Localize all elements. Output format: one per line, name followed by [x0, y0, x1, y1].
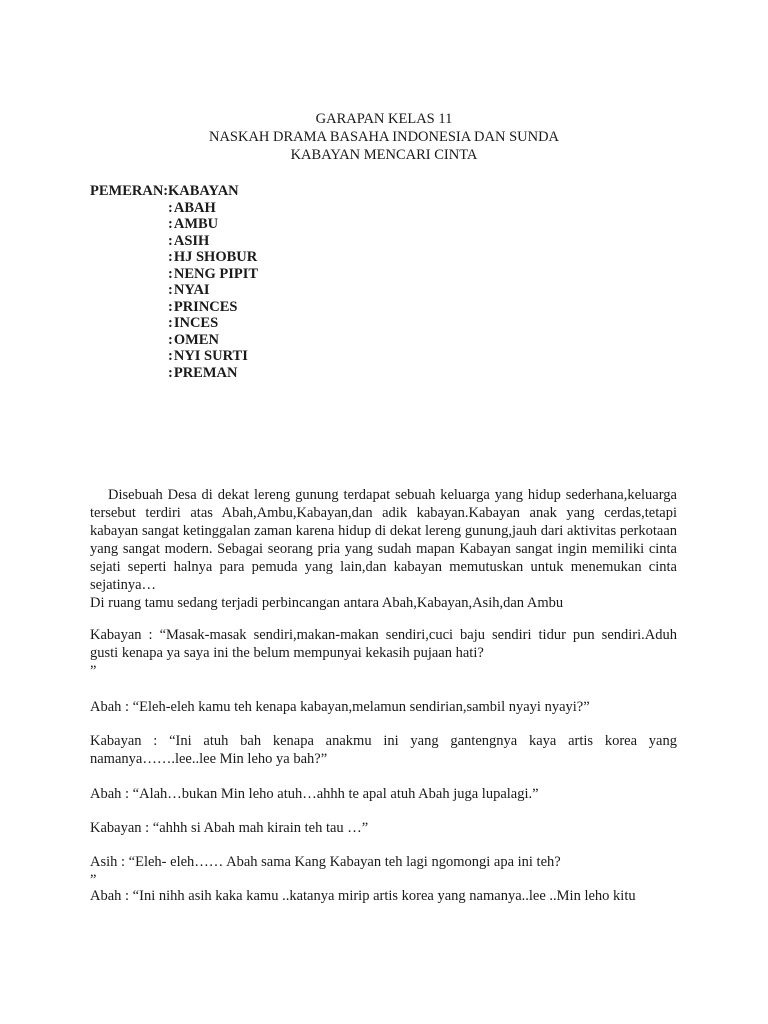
cast-name: PREMAN: [173, 364, 238, 381]
cast-name: INCES: [173, 315, 219, 331]
dialogue-trail: ”: [90, 663, 97, 679]
dialogue-line: [90, 785, 677, 803]
title-line-1: GARAPAN KELAS 11: [315, 111, 453, 127]
cast-name: KABAYAN: [168, 183, 239, 199]
cast-name: NENG PIPIT: [173, 265, 259, 282]
title-line-3: KABAYAN MENCARI CINTA: [290, 147, 478, 163]
cast-name: ABAH: [173, 199, 216, 216]
dialogue-line: [90, 853, 677, 889]
dialogue-line: [90, 887, 677, 905]
dialogue-text: Kabayan : “Ini atuh bah kenapa anakmu ini yang gantengnya kaya artis korea yang namanya…….lee..lee Min leho ya bah?”: [90, 733, 677, 767]
scene-description: Di ruang tamu sedang terjadi perbincangan antara Abah,Kabayan,Asih,dan Ambu: [90, 595, 564, 611]
cast-list: PEMERAN: KABAYAN : ABAH : AMBU : ASIH : HJ SHOBUR : NENG PIPIT : NYAI : PRINCES : INCES : OMEN : NYI SURTI : PREMAN: [90, 183, 259, 381]
dialogue-line: [90, 626, 677, 680]
dialogue-text: Kabayan : “ahhh si Abah mah kirain teh tau …”: [90, 820, 369, 836]
cast-label: PEMERAN:: [90, 183, 169, 199]
dialogue-trail: ”: [90, 872, 97, 888]
cast-name: HJ SHOBUR: [173, 249, 258, 265]
dialogue-text: Asih : “Eleh- eleh…… Abah sama Kang Kabayan teh lagi ngomongi apa ini teh?: [90, 854, 561, 870]
cast-name: ASIH: [173, 232, 210, 249]
cast-name: NYAI: [173, 282, 210, 298]
dialogue-line: [90, 732, 677, 768]
dialogue-text: Abah : “Eleh-eleh kamu teh kenapa kabayan,melamun sendirian,sambil nyayi nyayi?”: [90, 699, 590, 715]
synopsis-paragraph: Disebuah Desa di dekat lereng gunung terdapat sebuah keluarga yang hidup sederhana,keluarga tersebut terdiri atas Abah,Ambu,Kabayan,dan adik kabayan.Kabayan anak yang cerdas,tetapi kabayan sangat ketinggalan zaman karena hidup di dekat lereng gunung,jauh dari aktivitas perkotaan yang sangat modern. Sebagai seorang pria yang sudah mapan Kabayan sangat ingin memiliki cinta sejati seperti halnya para pemuda yang lain,dan kabayan memutuskan untuk menemukan cinta sejatinya…: [90, 487, 677, 593]
cast-name: PRINCES: [173, 298, 238, 315]
synopsis: [90, 486, 677, 612]
document-title: [0, 110, 768, 164]
cast-name: OMEN: [173, 331, 219, 348]
dialogue-text: Abah : “Alah…bukan Min leho atuh…ahhh te apal atuh Abah juga lupalagi.”: [90, 786, 539, 802]
cast-name: AMBU: [173, 216, 219, 232]
dialogue-line: [90, 698, 677, 716]
dialogue-text: Abah : “Ini nihh asih kaka kamu ..katanya mirip artis korea yang namanya..lee ..Min leho kitu: [90, 888, 636, 904]
title-line-2: NASKAH DRAMA BASAHA INDONESIA DAN SUNDA: [208, 129, 560, 145]
dialogue-line: [90, 819, 677, 837]
cast-name: NYI SURTI: [173, 348, 248, 364]
dialogue-text: Kabayan : “Masak-masak sendiri,makan-makan sendiri,cuci baju sendiri tidur pun sendiri.Aduh gusti kenapa ya saya ini the belum mempunyai kekasih pujaan hati?: [90, 627, 677, 661]
